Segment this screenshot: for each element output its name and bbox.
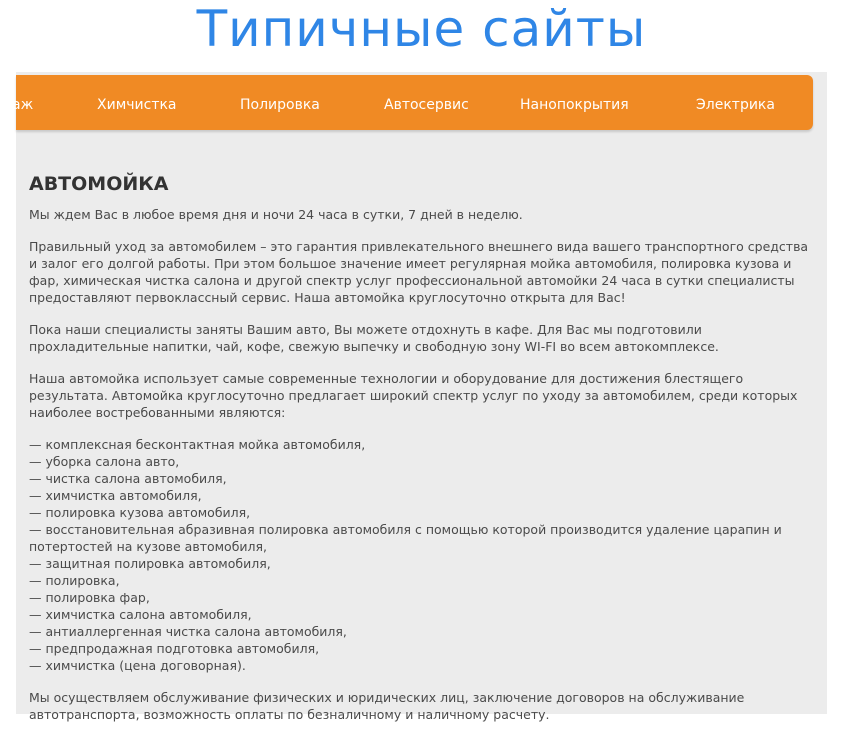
list-item: — антиаллергенная чистка салона автомобиля, <box>29 624 347 639</box>
list-item: — химчистка (цена договорная). <box>29 658 246 673</box>
list-item: — химчистка салона автомобиля, <box>29 607 252 622</box>
article-paragraph: Наша автомойка использует самые современные технологии и оборудование для достижения блестящего результата. Автомойка круглосуточно предлагает широкий спектр услуг по уходу за автомобилем, среди которых наиболее востребованными являются: <box>29 371 798 420</box>
article-content <box>29 172 809 738</box>
article-paragraph: Пока наши специалисты заняты Вашим авто, Вы можете отдохнуть в кафе. Для Вас мы подготовили прохладительные напитки, чай, кофе, свежую выпечку и свободную зону WI-FI во всем автокомплексе. <box>29 322 719 354</box>
list-item: — чистка салона автомобиля, <box>29 471 227 486</box>
list-item: — полировка фар, <box>29 590 150 605</box>
list-item: — предпродажная подготовка автомобиля, <box>29 641 320 656</box>
list-item: — восстановительная абразивная полировка автомобиля с помощью которой производится удаление царапин и потертостей на кузове автомобиля, <box>29 522 782 554</box>
list-item: — уборка салона авто, <box>29 454 180 469</box>
nav-item-car-service[interactable]: Автосервис <box>384 97 469 113</box>
website-screenshot <box>12 72 827 722</box>
services-list <box>29 436 809 674</box>
article-paragraph: Мы ждем Вас в любое время дня и ночи 24 часа в сутки, 7 дней в неделю. <box>29 207 523 222</box>
top-navigation-bar <box>12 75 813 130</box>
nav-item-nano-coating[interactable]: Нанопокрытия <box>520 97 629 113</box>
nav-item-polishing[interactable]: Полировка <box>240 97 320 113</box>
list-item: — полировка кузова автомобиля, <box>29 505 251 520</box>
nav-item-dry-cleaning[interactable]: Химчистка <box>97 97 177 113</box>
list-item: — комплексная бесконтактная мойка автомобиля, <box>29 437 366 452</box>
article-paragraph: Правильный уход за автомобилем – это гарантия привлекательного внешнего вида вашего транспортного средства и залог его долгой работы. При этом большое значение имеет регулярная мойка автомобиля, полировка кузова и фар, химическая чистка салона и другой спектр услуг профессиональной автомойки 24 часа в сутки специалисты предоставляют первоклассный сервис. Наша автомойка круглосуточно открыта для Вас! <box>29 239 809 305</box>
list-item: — полировка, <box>29 573 120 588</box>
slide-title: Типичные сайты <box>196 0 647 58</box>
nav-item-partial[interactable]: аж <box>12 97 34 113</box>
nav-item-electrics[interactable]: Электрика <box>696 97 775 113</box>
article-heading: АВТОМОЙКА <box>29 173 169 195</box>
list-item: — защитная полировка автомобиля, <box>29 556 271 571</box>
article-closing-paragraph: Мы осуществляем обслуживание физических и юридических лиц, заключение договоров на обслуживание автотранспорта, возможность оплаты по безналичному и наличному расчету. <box>29 690 745 722</box>
list-item: — химчистка автомобиля, <box>29 488 202 503</box>
